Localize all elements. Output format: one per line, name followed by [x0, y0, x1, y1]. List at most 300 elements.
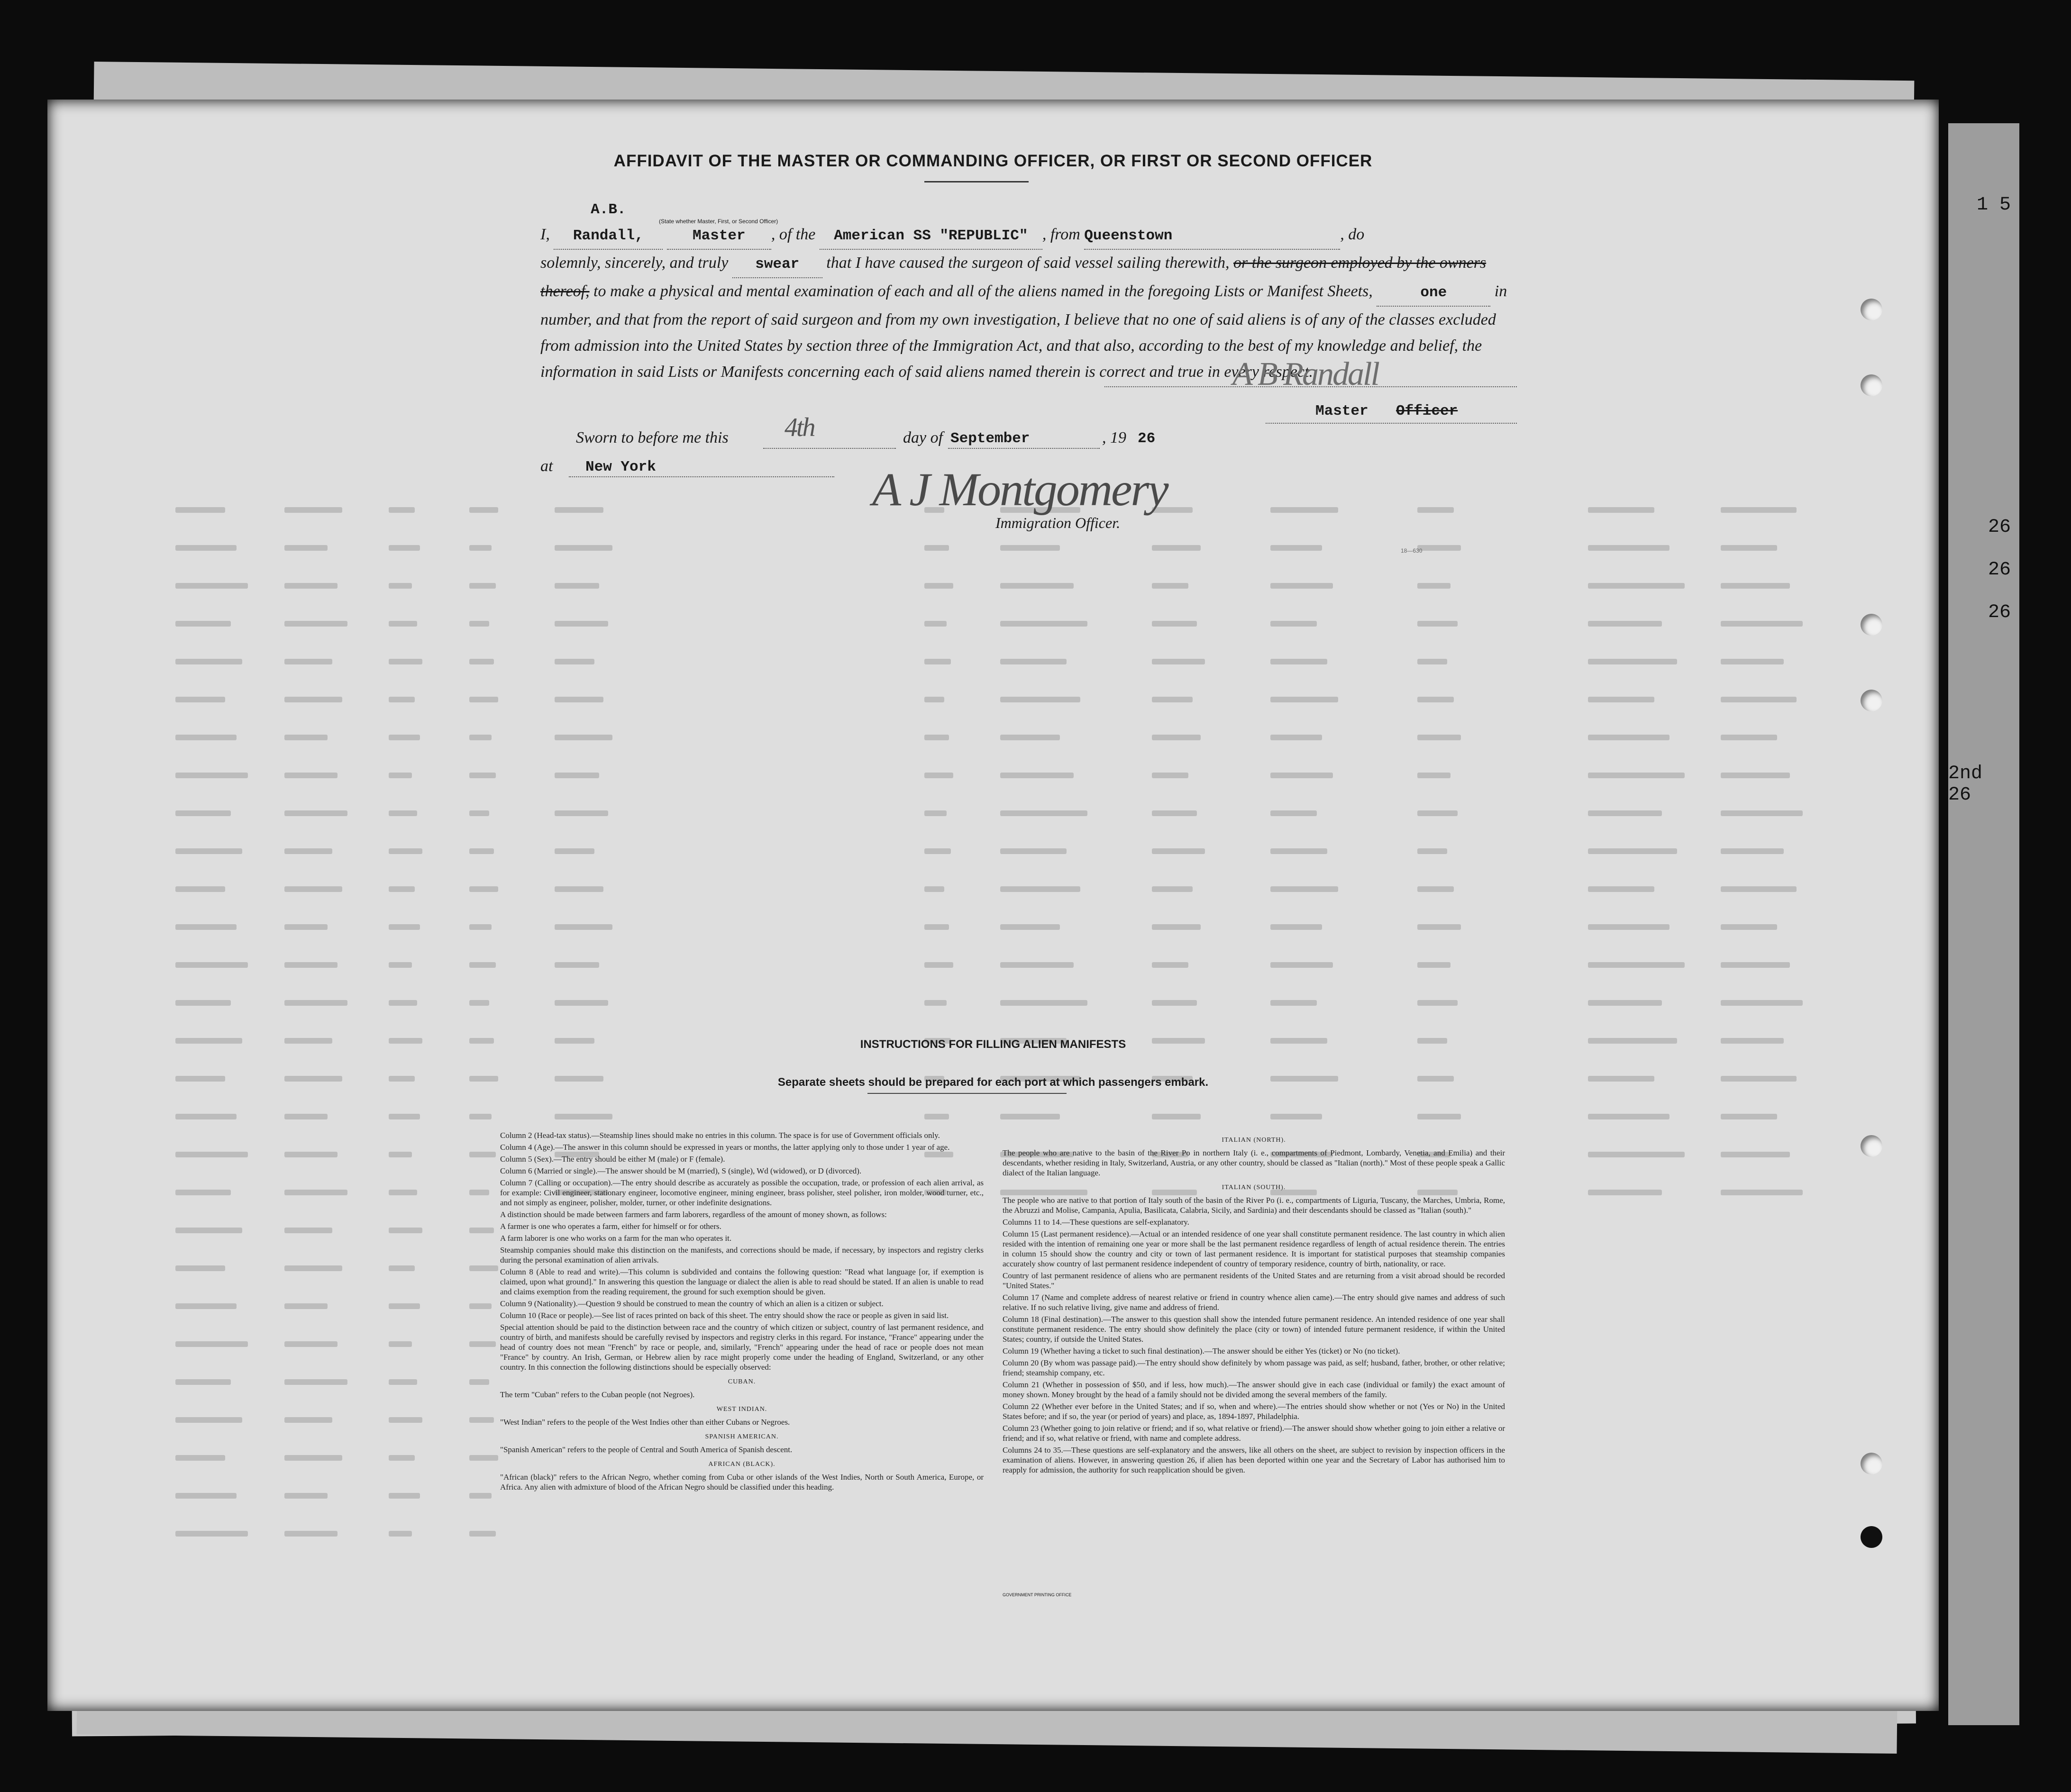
ghost-mark	[175, 1341, 248, 1347]
rank-note: (State whether Master, First, or Second Officer)	[659, 218, 778, 225]
ghost-mark	[1417, 848, 1447, 854]
ghost-mark	[1152, 962, 1188, 968]
ghost-mark	[1588, 848, 1677, 854]
ghost-mark	[175, 1190, 231, 1195]
ghost-mark	[924, 697, 944, 702]
ghost-mark	[555, 621, 608, 627]
ghost-mark	[389, 583, 412, 589]
ghost-mark	[1152, 621, 1197, 627]
ghost-mark	[1588, 659, 1677, 664]
ghost-mark	[175, 1303, 237, 1309]
ghost-mark	[555, 697, 603, 702]
ghost-mark	[175, 1114, 237, 1119]
ghost-mark	[1152, 924, 1201, 930]
struck-clause: or the surgeon employed by the owners thereof,	[540, 254, 1487, 300]
ghost-mark	[469, 924, 492, 930]
ghost-mark	[1152, 773, 1188, 778]
ghost-mark	[1270, 659, 1327, 664]
ghost-mark	[555, 735, 612, 740]
ghost-mark	[1588, 773, 1685, 778]
ghost-mark	[284, 1493, 328, 1499]
ghost-mark	[284, 1531, 338, 1537]
ghost-mark	[175, 621, 231, 627]
ghost-mark	[175, 1152, 248, 1157]
ghost-mark	[175, 773, 248, 778]
ghost-mark	[284, 1341, 338, 1347]
ghost-mark	[1000, 583, 1074, 589]
ghost-mark	[284, 924, 328, 930]
ghost-row	[166, 924, 1929, 936]
ghost-mark	[1270, 1114, 1322, 1119]
ghost-mark	[469, 735, 492, 740]
ghost-mark	[389, 886, 415, 892]
ghost-mark	[175, 1455, 225, 1461]
ghost-mark	[389, 1531, 412, 1537]
title-divider	[924, 181, 1029, 182]
ghost-mark	[389, 1493, 420, 1499]
ghost-mark	[284, 1379, 347, 1385]
ghost-mark	[924, 924, 949, 930]
ghost-mark	[469, 1114, 492, 1119]
ghost-row	[166, 583, 1929, 594]
ghost-mark	[389, 621, 417, 627]
month-line	[948, 448, 1100, 449]
instruction-item: The people who are native to that portion of Italy south of the basin of the River Po (i. e., compartments of Liguria, Tuscany, the Marches, Umbria, Rome, the Abruzzi and Molise, Campania, Apulia, Basilicata, Calabria, Sicily, and Sardinia) and their descendants should be classed as "Italian (south)."	[1003, 1196, 1505, 1215]
ghost-mark	[389, 810, 417, 816]
ghost-mark	[389, 545, 420, 551]
ghost-mark	[469, 1379, 489, 1385]
ghost-mark	[175, 848, 242, 854]
ghost-mark	[389, 1000, 417, 1006]
instruction-item: "Spanish American" refers to the people of Central and South America of Spanish descent.	[500, 1445, 793, 1454]
ghost-mark	[469, 962, 496, 968]
master-name: A.B. Randall,	[554, 197, 663, 250]
ghost-mark	[389, 1152, 412, 1157]
ghost-mark	[469, 1190, 489, 1195]
ghost-mark	[1721, 735, 1777, 740]
sworn-label: Sworn to before me this	[576, 429, 729, 446]
signer-title-struck: Officer	[1396, 403, 1458, 419]
binder-hole	[1861, 299, 1882, 320]
ghost-mark	[175, 886, 225, 892]
ghost-row	[166, 545, 1929, 556]
instructions-divider	[867, 1093, 1067, 1094]
ghost-mark	[469, 1265, 498, 1271]
ghost-mark	[1588, 583, 1685, 589]
ghost-mark	[1000, 773, 1074, 778]
ghost-mark	[1417, 583, 1451, 589]
ghost-mark	[284, 735, 328, 740]
ghost-mark	[175, 1000, 231, 1006]
sworn-month: September	[950, 430, 1030, 447]
ghost-mark	[924, 810, 947, 816]
title-line	[1266, 423, 1517, 424]
instruction-item: Column 9 (Nationality).—Question 9 should be construed to mean the country of which an alien is a citizen or subject.	[500, 1299, 884, 1308]
ghost-mark	[1417, 924, 1461, 930]
ghost-mark	[284, 659, 332, 664]
ghost-mark	[1152, 545, 1201, 551]
ghost-mark	[1721, 697, 1797, 702]
ghost-mark	[555, 1000, 608, 1006]
instructions-subtitle: Separate sheets should be prepared for each port at which passengers embark.	[777, 1076, 1209, 1089]
ghost-mark	[175, 962, 248, 968]
officer-title: Immigration Officer.	[995, 514, 1121, 531]
ghost-mark	[284, 1303, 328, 1309]
ghost-mark	[175, 1228, 242, 1233]
ghost-mark	[1000, 1114, 1060, 1119]
ghost-mark	[924, 848, 951, 854]
section-heading: ITALIAN (SOUTH).	[1222, 1184, 1286, 1191]
ghost-mark	[175, 1417, 242, 1423]
master-signature: A B Randall	[1232, 356, 1378, 392]
ghost-mark	[389, 1341, 412, 1347]
ghost-mark	[1588, 1000, 1662, 1006]
instruction-item: "West Indian" refers to the people of the West Indies other than either Cubans or Negroes.	[500, 1418, 790, 1427]
ghost-mark	[469, 1303, 492, 1309]
ghost-mark	[555, 545, 612, 551]
section-heading: WEST INDIAN.	[716, 1406, 767, 1413]
instruction-item: "African (black)" refers to the African Negro, whether coming from Cuba or other islands of the West Indies, North or South America, Europe, or Africa. Any alien with admixture of blood of the African Negro should be classified under this heading.	[500, 1473, 984, 1492]
ghost-mark	[1417, 507, 1454, 513]
ghost-mark	[284, 886, 342, 892]
ghost-mark	[555, 583, 599, 589]
ghost-mark	[555, 886, 603, 892]
ghost-mark	[1588, 735, 1670, 740]
ghost-row	[166, 697, 1929, 708]
ghost-mark	[1417, 1000, 1458, 1006]
instruction-item: Steamship companies should make this distinction on the manifests, and corrections should be made, if necessary, by inspectors and registry clerks during the personal examination of alien arrivals.	[500, 1246, 984, 1264]
ghost-mark	[469, 621, 489, 627]
ghost-mark	[175, 1531, 248, 1537]
ghost-row	[166, 659, 1929, 670]
ghost-mark	[1417, 810, 1458, 816]
ghost-mark	[175, 507, 225, 513]
ghost-row	[166, 1493, 1929, 1504]
instruction-item: A farm laborer is one who works on a farm for the man who operates it.	[500, 1234, 732, 1243]
ghost-mark	[555, 659, 594, 664]
ghost-mark	[284, 1000, 347, 1006]
ghost-mark	[1721, 659, 1784, 664]
ghost-mark	[469, 1455, 498, 1461]
binder-hole	[1861, 374, 1882, 396]
ghost-mark	[469, 697, 498, 702]
section-heading: ITALIAN (NORTH).	[1222, 1137, 1286, 1144]
ghost-mark	[284, 1228, 332, 1233]
ghost-mark	[1721, 924, 1777, 930]
ghost-mark	[469, 1417, 494, 1423]
ghost-mark	[469, 773, 496, 778]
ghost-mark	[469, 1341, 496, 1347]
instruction-item: Column 7 (Calling or occupation).—The entry should describe as accurately as possible the occupation, trade, or profession of each alien arrival, as for example: Civil engineer, stationary engineer, locomotive engineer, mining engineer, brass polisher, steel polisher, iron molder, wood turner, etc., and not simply as engineer, polisher, molder, turner, or other indefinite designations.	[500, 1178, 984, 1207]
instruction-item: A farmer is one who operates a farm, either for himself or for others.	[500, 1222, 721, 1231]
ghost-mark	[469, 810, 489, 816]
ghost-mark	[175, 735, 237, 740]
affidavit-text: I, A.B. Randall, Master , of the American SS "REPUBLIC" , from Queenstown , do solemnly, sincerely, and truly swear that I have caused the surgeon of said vessel sailing therewith, or the surgeon employed by the owners thereof, to make a physical and mental examination of each and all of the aliens named in the foregoing Lists or Manifest Sheets, one in number, and that from the report of said surgeon and from my own investigation, I believe that no one of said aliens is of any of the classes excluded from admission into the United States by section three of the Immigration Act, and that also, according to the best of my knowledge and belief, the information in said Lists or Manifests concerning each of said aliens named therein is correct and true in every respect.	[540, 197, 1512, 385]
ghost-mark	[555, 810, 608, 816]
departure-port: Queenstown	[1084, 223, 1340, 250]
ghost-mark	[1417, 659, 1447, 664]
ghost-mark	[1270, 697, 1338, 702]
master-rank: Master	[667, 223, 771, 250]
ghost-mark	[389, 848, 422, 854]
ghost-mark	[284, 848, 332, 854]
ghost-mark	[389, 1114, 420, 1119]
ghost-mark	[1270, 1000, 1317, 1006]
ghost-mark	[1721, 810, 1803, 816]
ghost-mark	[284, 810, 347, 816]
ghost-mark	[1270, 621, 1317, 627]
ghost-mark	[1721, 583, 1790, 589]
ghost-mark	[1000, 621, 1087, 627]
signer-title: Master	[1315, 403, 1369, 419]
ghost-mark	[175, 659, 242, 664]
ghost-mark	[1721, 886, 1797, 892]
ghost-mark	[1270, 735, 1322, 740]
ghost-mark	[1417, 621, 1458, 627]
ghost-mark	[389, 735, 420, 740]
instruction-item: Columns 24 to 35.—These questions are self-explanatory and the answers, like all others on the sheet, are subject to revision by inspection officers in the examination of aliens. However, in answering question 26, if alien has been deported within one year and the Secretary of Labor has authorised him to reapply for admission, the authority for such reapplication should be given.	[1003, 1446, 1505, 1474]
ghost-mark	[1152, 1114, 1201, 1119]
ghost-mark	[1721, 507, 1797, 513]
ghost-mark	[284, 545, 328, 551]
ghost-mark	[175, 924, 237, 930]
ghost-mark	[1000, 810, 1087, 816]
ghost-mark	[924, 621, 947, 627]
ghost-mark	[175, 810, 231, 816]
ghost-mark	[1417, 697, 1454, 702]
ghost-mark	[555, 1114, 612, 1119]
ghost-mark	[1152, 735, 1201, 740]
section-heading: CUBAN.	[728, 1378, 756, 1385]
ghost-mark	[389, 1190, 417, 1195]
ghost-mark	[1152, 697, 1193, 702]
ghost-mark	[175, 1493, 237, 1499]
ghost-mark	[555, 848, 594, 854]
instruction-item: Special attention should be paid to the distinction between race and the country of which citizen or subject, country of last permanent residence, and country of birth, and manifests should be carefully revised by inspectors and registry clerks in this regard. For instance, "France" appearing under the head of country does not mean "French" by race or people, and, similarly, "French" appearing under the head of race or people does not mean "France" by country. An Irish, German, or Hebrew alien by race might properly come under the heading of England, Switzerland, or any other country. In this connection the following distinctions should be especially observed:	[500, 1323, 984, 1372]
instruction-item: Column 21 (Whether in possession of $50, and if less, how much).—The answer should give in each case (individual or family) the exact amount of money shown. Money brought by the head of a family should not be divided among the several members of the family.	[1003, 1380, 1505, 1399]
ghost-mark	[555, 773, 599, 778]
year-prefix: , 19	[1102, 429, 1126, 446]
ghost-mark	[924, 1000, 947, 1006]
instruction-item: The term "Cuban" refers to the Cuban people (not Negroes).	[500, 1390, 695, 1399]
ghost-mark	[284, 697, 342, 702]
ghost-mark	[1000, 697, 1080, 702]
strip-text: 26	[1988, 602, 2011, 623]
ghost-mark	[389, 924, 420, 930]
ghost-mark	[284, 507, 342, 513]
ghost-mark	[1152, 583, 1188, 589]
ghost-row	[166, 1114, 1929, 1125]
ghost-mark	[1417, 545, 1461, 551]
ghost-mark	[1721, 545, 1777, 551]
ghost-mark	[284, 583, 338, 589]
ghost-mark	[389, 1417, 422, 1423]
instruction-item: Column 5 (Sex).—The entry should be either M (male) or F (female).	[500, 1155, 725, 1164]
instruction-item: Column 10 (Race or people).—See list of races printed on back of this sheet. The entry should show the race or people as given in said list.	[500, 1311, 949, 1320]
ghost-mark	[1270, 962, 1333, 968]
form-code: 18—630	[1401, 547, 1423, 554]
ghost-mark	[1270, 583, 1333, 589]
ghost-mark	[1270, 886, 1338, 892]
ghost-mark	[284, 773, 338, 778]
ghost-mark	[1588, 621, 1662, 627]
ghost-mark	[469, 583, 496, 589]
instruction-item: Column 17 (Name and complete address of nearest relative or friend in country whence alien came).—The entry should give names and address of such relative. If no such relative living, give name and address of friend.	[1003, 1293, 1505, 1312]
strip-text: 2nd 26	[1948, 763, 1983, 806]
ghost-mark	[1588, 1190, 1662, 1195]
ghost-mark	[924, 545, 949, 551]
instruction-item: Column 4 (Age).—The answer in this column should be expressed in years or months, the latter applying only to those under 1 year of age.	[500, 1143, 950, 1152]
ghost-mark	[284, 1417, 332, 1423]
instruction-item: The people who are native to the basin of the River Po in northern Italy (i. e., compartments of Piedmont, Lombardy, Venetia, and Emilia) and their descendants, whether residing in Italy, Switzerland, Austria, or any other country, should be classed as "Italian (north)." Most of these people speak a Gallic dialect of the Italian language.	[1003, 1148, 1505, 1177]
ghost-mark	[469, 507, 498, 513]
instruction-item: Column 8 (Able to read and write).—This column is subdivided and contains the following question: "Read what language [or, if exemption is claimed, upon what ground]." In answering this question the language or dialect the alien is able to read should be stated. If an alien is unable to read and claims exemption from the reading requirement, the ground for such exemption should be given.	[500, 1267, 984, 1296]
ghost-mark	[389, 1455, 415, 1461]
ghost-mark	[469, 1152, 496, 1157]
ghost-mark	[284, 1265, 342, 1271]
ghost-row	[166, 810, 1929, 822]
ghost-mark	[924, 735, 949, 740]
ghost-mark	[1588, 697, 1654, 702]
ghost-mark	[1000, 735, 1060, 740]
ghost-mark	[389, 962, 412, 968]
ghost-mark	[1721, 621, 1803, 627]
ghost-mark	[1588, 810, 1662, 816]
ghost-mark	[284, 1114, 328, 1119]
ghost-mark	[1000, 659, 1067, 664]
section-heading: AFRICAN (BLACK).	[708, 1461, 775, 1468]
ghost-mark	[1270, 773, 1333, 778]
signature-line	[1104, 386, 1517, 387]
ghost-mark	[1417, 1114, 1461, 1119]
ghost-mark	[924, 886, 944, 892]
section-heading: SPANISH AMERICAN.	[705, 1433, 779, 1440]
ghost-row	[166, 773, 1929, 784]
instruction-item: Column 15 (Last permanent residence).—Actual or an intended residence of one year shall constitute permanent residence. The last country in which alien resided with the intention of remaining one year or more shall be the last permanent residence regardless of length of actual residence therein. The entries in column 15 should show the country and city or town of last permanent residence. It is important for statistical purposes that steamship companies accurately show country of last permanent residence independent of country of temporary residence, country of birth, nationality, or race.	[1003, 1229, 1505, 1268]
instructions-left-column	[500, 1130, 984, 1494]
ghost-mark	[389, 1303, 420, 1309]
ghost-mark	[1588, 924, 1670, 930]
ghost-mark	[1721, 773, 1790, 778]
ghost-row	[166, 735, 1929, 746]
instructions-title: INSTRUCTIONS FOR FILLING ALIEN MANIFESTS	[860, 1038, 1126, 1051]
ghost-mark	[175, 1379, 231, 1385]
ghost-mark	[924, 583, 953, 589]
ghost-mark	[389, 1228, 422, 1233]
ghost-mark	[1721, 1152, 1790, 1157]
ghost-mark	[555, 962, 599, 968]
ghost-mark	[924, 1114, 949, 1119]
instruction-item: Column 18 (Final destination).—The answer to this question shall show the intended future permanent residence. An intended residence of one year shall constitute permanent residence. The entry should show definitely the place (city or town) of intended future permanent residence, if within the United States; country, if outside the United States.	[1003, 1315, 1505, 1344]
day-of-label: day of	[903, 429, 943, 446]
ghost-mark	[1270, 848, 1327, 854]
at-label: at	[540, 457, 553, 475]
ghost-mark	[1721, 1114, 1777, 1119]
instruction-item: Column 20 (By whom was passage paid).—The entry should show definitely by whom passage was paid, as self; husband, father, brother, or other relative; friend; steamship company, etc.	[1003, 1358, 1505, 1377]
ghost-mark	[389, 1265, 415, 1271]
ghost-mark	[1588, 962, 1685, 968]
ghost-mark	[284, 1190, 347, 1195]
instruction-item: Column 19 (Whether having a ticket to such final destination).—The answer should be either Yes (ticket) or No (no ticket).	[1003, 1346, 1400, 1355]
ghost-mark	[1152, 659, 1205, 664]
ghost-mark	[1721, 1190, 1803, 1195]
ghost-mark	[469, 545, 492, 551]
ghost-mark	[1417, 886, 1454, 892]
ghost-mark	[389, 1379, 417, 1385]
ghost-mark	[1721, 848, 1784, 854]
ghost-mark	[469, 848, 494, 854]
ghost-mark	[1270, 810, 1317, 816]
ghost-mark	[924, 659, 951, 664]
place-line	[569, 476, 834, 477]
ghost-mark	[1152, 848, 1205, 854]
printer-imprint: GOVERNMENT PRINTING OFFICE	[1003, 1592, 1072, 1597]
ghost-mark	[469, 886, 498, 892]
ghost-mark	[1270, 924, 1322, 930]
ghost-mark	[1000, 545, 1060, 551]
instruction-item: Column 6 (Married or single).—The answer should be M (married), S (single), Wd (widowed), or D (divorced).	[500, 1166, 862, 1175]
ghost-mark	[469, 1228, 494, 1233]
ghost-row	[166, 1531, 1929, 1542]
ghost-mark	[175, 583, 248, 589]
ghost-mark	[1721, 962, 1790, 968]
instruction-item: Column 2 (Head-tax status).—Steamship lines should make no entries in this column. The space is for use of Government officials only.	[500, 1131, 940, 1140]
ghost-mark	[469, 1000, 489, 1006]
ghost-mark	[1721, 1000, 1803, 1006]
instruction-item: A distinction should be made between farmers and farm laborers, regardless of the amount of money shown, as follows:	[500, 1210, 887, 1219]
strip-text: 26	[1988, 559, 2011, 581]
ghost-mark	[555, 924, 612, 930]
strip-text: 1 5	[1976, 194, 2011, 216]
instruction-item: Columns 11 to 14.—These questions are self-explanatory.	[1003, 1218, 1189, 1227]
ghost-mark	[1000, 924, 1060, 930]
ghost-mark	[389, 697, 415, 702]
ghost-row	[166, 1000, 1929, 1011]
ghost-mark	[284, 962, 338, 968]
ghost-mark	[284, 621, 347, 627]
ghost-mark	[1000, 848, 1067, 854]
ghost-mark	[1152, 1000, 1197, 1006]
ghost-mark	[175, 697, 225, 702]
sworn-year: 26	[1138, 430, 1156, 447]
ghost-mark	[1152, 810, 1197, 816]
ghost-mark	[1270, 507, 1338, 513]
ghost-mark	[1588, 545, 1670, 551]
sheet-count: one	[1377, 280, 1490, 307]
ghost-mark	[469, 659, 494, 664]
oath-type: swear	[732, 251, 822, 278]
ghost-mark	[469, 1531, 496, 1537]
ghost-mark	[1588, 1114, 1670, 1119]
ghost-row	[166, 621, 1929, 632]
ghost-mark	[389, 659, 422, 664]
ghost-mark	[1588, 886, 1654, 892]
ghost-mark	[924, 962, 953, 968]
ghost-mark	[1000, 886, 1080, 892]
ghost-mark	[924, 773, 953, 778]
ghost-mark	[175, 545, 237, 551]
ghost-mark	[1270, 545, 1322, 551]
instructions-right-column	[1003, 1130, 1505, 1477]
ghost-mark	[1417, 773, 1451, 778]
ghost-mark	[1417, 735, 1461, 740]
day-line	[763, 448, 896, 449]
ghost-mark	[284, 1152, 338, 1157]
instruction-item: Column 22 (Whether ever before in the United States; and if so, when and where).—The entries should show whether or not (Yes or No) in the United States before; and if so, the year (or period of years) and place, as, 1894-1897, Philadelphia.	[1003, 1402, 1505, 1421]
ghost-mark	[1152, 886, 1193, 892]
ghost-mark	[175, 1265, 225, 1271]
adjacent-page-strip	[1948, 123, 2019, 1725]
